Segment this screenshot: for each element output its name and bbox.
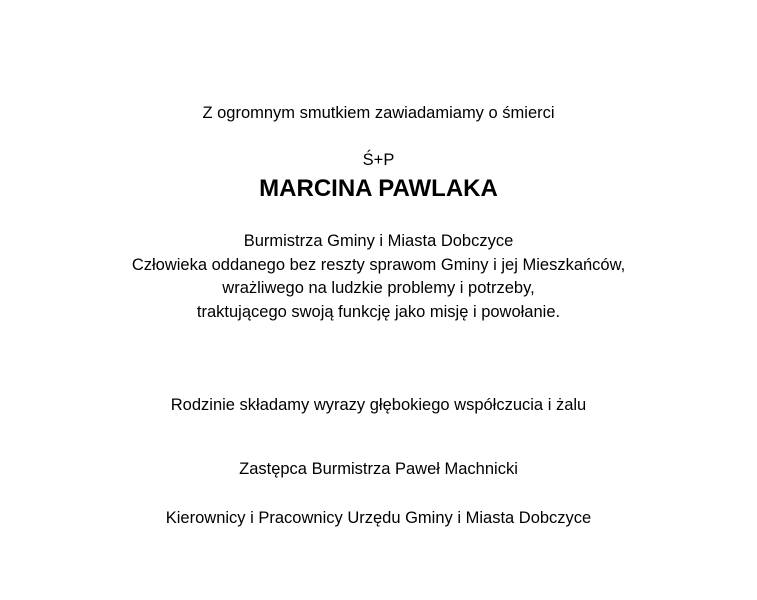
description-block [0,230,757,324]
notice-intro: Z ogromnym smutkiem zawiadamiamy o śmierci [202,104,555,122]
condolence-message: Rodzinie składamy wyrazy głębokiego współczucia i żalu [170,396,587,414]
deceased-name: MARCINA PAWLAKA [259,175,498,202]
memorial-abbreviation: Ś+P [362,151,395,169]
description-line: Burmistrza Gminy i Miasta Dobczyce [243,232,514,250]
description-line: wrażliwego na ludzkie problemy i potrzeby, [222,279,535,297]
description-line: Człowieka oddanego bez reszty sprawom Gminy i jej Mieszkańców, [131,255,626,274]
signature-office-staff: Kierownicy i Pracownicy Urzędu Gminy i Miasta Dobczyce [165,509,592,527]
description-line: traktującego swoją funkcję jako misję i powołanie. [196,302,561,321]
signature-deputy-mayor: Zastępca Burmistrza Paweł Machnicki [239,460,518,478]
